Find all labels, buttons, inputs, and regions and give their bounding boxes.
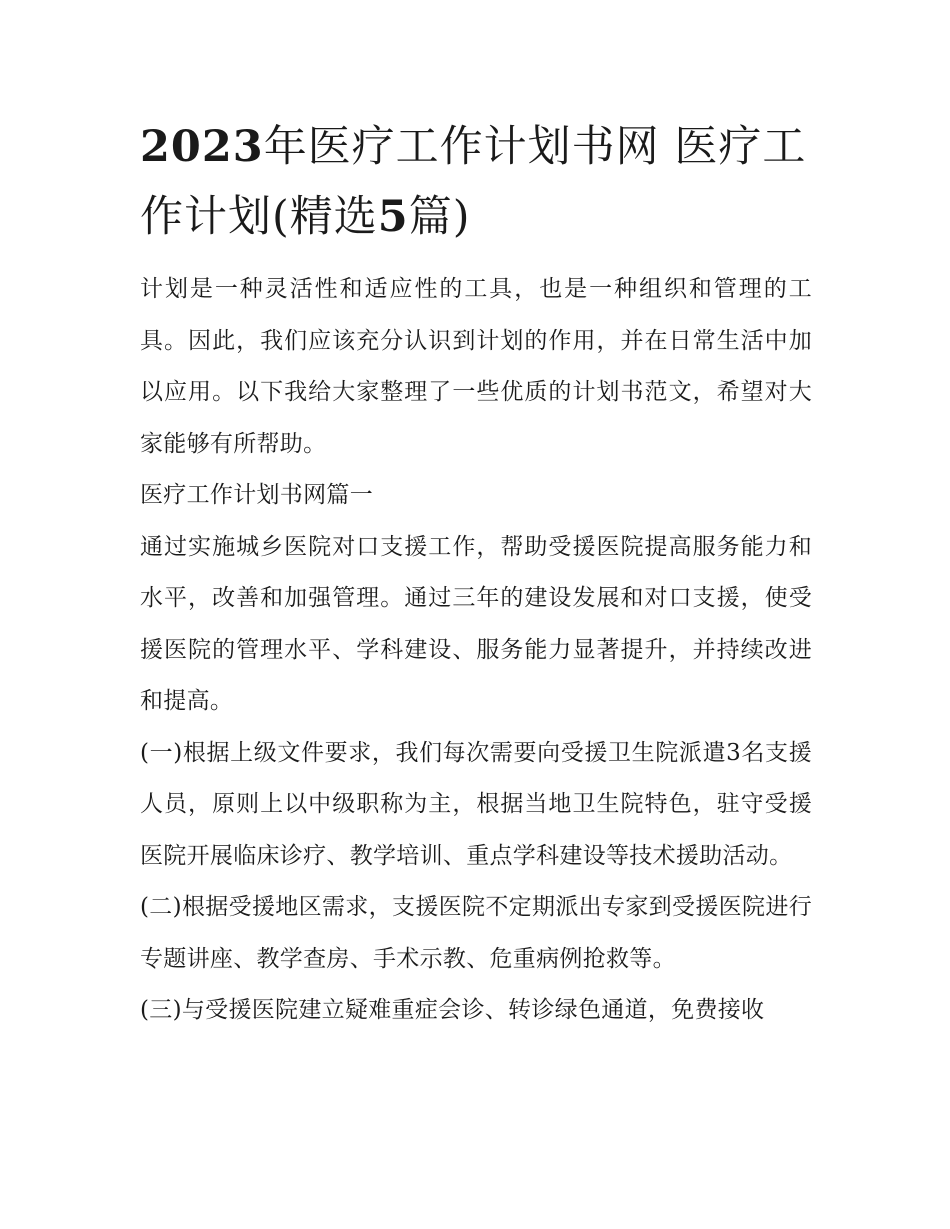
body-paragraph: (二)根据受援地区需求，支援医院不定期派出专家到受援医院进行专题讲座、教学查房、手术示教、危重病例抢救等。 <box>140 894 812 972</box>
document-title: 2023年医疗工作计划书网 医疗工作计划(精选5篇) <box>140 122 807 242</box>
body-paragraph: (一)根据上级文件要求，我们每次需要向受援卫生院派遣3名支援人员，原则上以中级职称为主，根据当地卫生院特色，驻守受援医院开展临床诊疗、教学培训、重点学科建设等技术援助活动。 <box>140 739 812 869</box>
intro-paragraph: 计划是一种灵活性和适应性的工具，也是一种组织和管理的工具。因此，我们应该充分认识到计划的作用，并在日常生活中加以应用。以下我给大家整理了一些优质的计划书范文，希望对大家能够有所帮助。 <box>140 276 812 457</box>
body-paragraph: 通过实施城乡医院对口支援工作，帮助受援医院提高服务能力和水平，改善和加强管理。通过三年的建设发展和对口支援，使受援医院的管理水平、学科建设、服务能力显著提升，并持续改进和提高。 <box>140 533 812 714</box>
section-heading: 医疗工作计划书网篇一 <box>140 482 373 508</box>
body-paragraph: (三)与受援医院建立疑难重症会诊、转诊绿色通道，免费接收 <box>140 997 765 1023</box>
document-page <box>140 112 812 1037</box>
